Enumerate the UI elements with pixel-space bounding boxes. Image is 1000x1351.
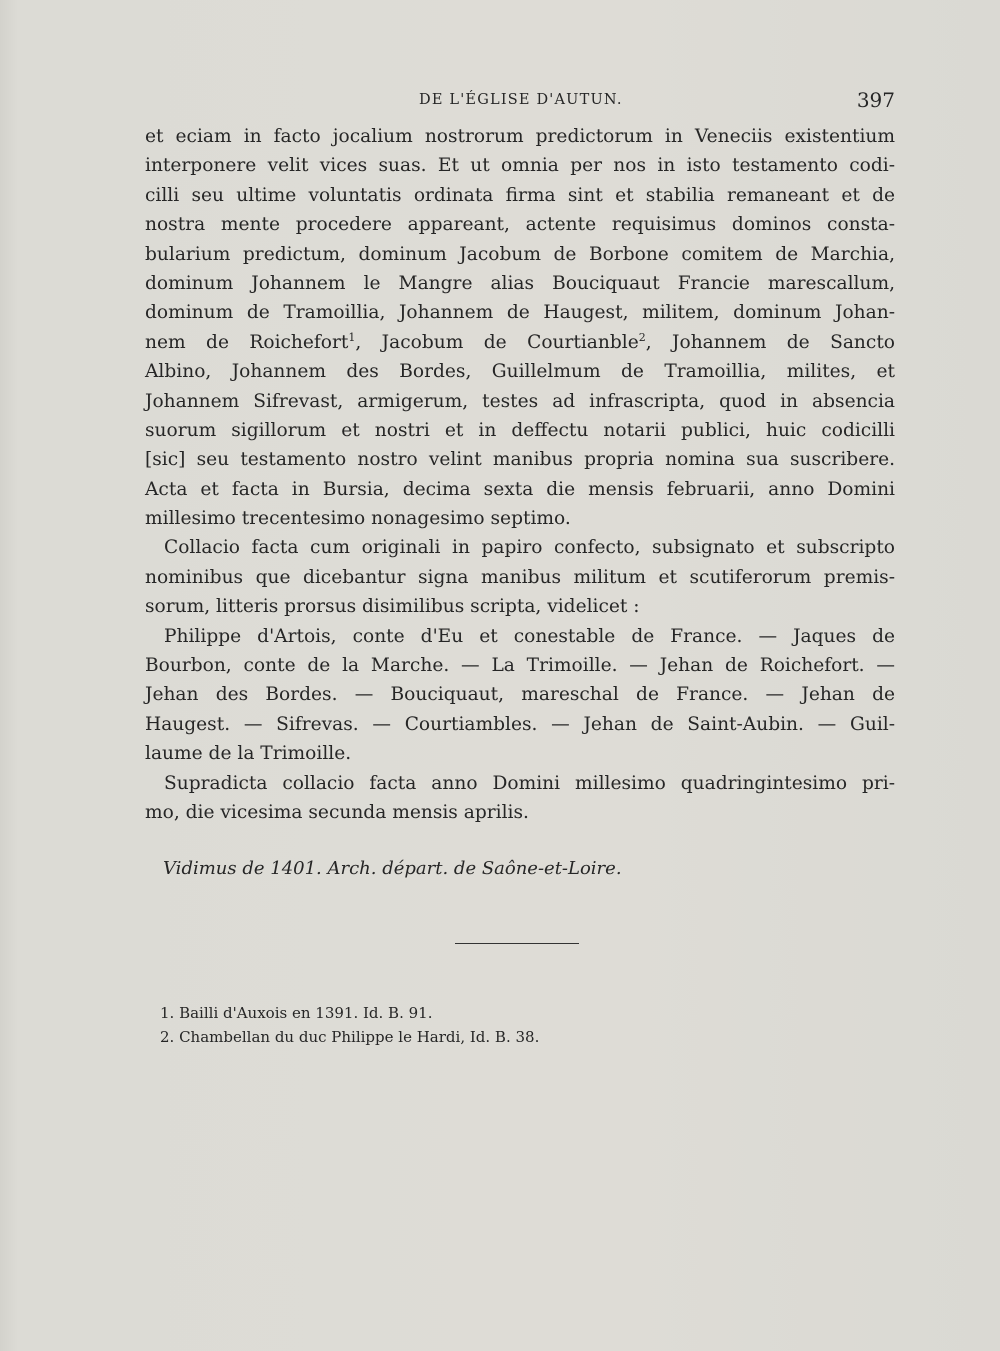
text-line: bularium predictum, dominum Jacobum de Borbone comitem de Marchia, (145, 243, 895, 265)
text-line: dominum de Tramoillia, Johannem de Haugest, militem, dominum Johan- (145, 302, 895, 324)
text-line: [sic] seu testamento nostro velint manibus propria nomina sua suscribere. (145, 449, 895, 471)
text-line: Acta et facta in Bursia, decima sexta die mensis februarii, anno Domini (145, 478, 895, 500)
text-line: Bourbon, conte de la Marche. — La Trimoille. — Jehan de Roichefort. — (145, 655, 895, 677)
body-text (145, 122, 895, 827)
page-number: 397 (856, 88, 895, 112)
source-citation: Vidimus de 1401. Arch. départ. de Saône-et-Loire. (163, 858, 622, 879)
running-title: DE L'ÉGLISE D'AUTUN. (419, 92, 623, 108)
text-line: nostra mente procedere appareant, actente requisimus dominos consta- (145, 214, 895, 236)
text-line: dominum Johannem le Mangre alias Bouciquaut Francie marescallum, (145, 272, 895, 294)
text-line: sorum, litteris prorsus disimilibus scripta, videlicet : (145, 596, 640, 618)
text-line: Philippe d'Artois, conte d'Eu et conestable de France. — Jaques de (164, 625, 895, 647)
text-line: nominibus que dicebantur signa manibus militum et scutiferorum premis- (145, 566, 895, 588)
footnote-marker: 2 (638, 330, 646, 344)
text-line: millesimo trecentesimo nonagesimo septimo. (145, 508, 571, 530)
text-line: Supradicta collacio facta anno Domini millesimo quadringintesimo pri- (164, 772, 895, 794)
footnotes (160, 1001, 539, 1049)
text-line: nem de Roichefort$^1$, Jacobum de Courtianble$^2$, Johannem de Sancto (145, 330, 895, 353)
text-line: cilli seu ultime voluntatis ordinata firma sint et stabilia remaneant et de (145, 184, 895, 206)
text-line: mo, die vicesima secunda mensis aprilis. (145, 801, 529, 823)
text-line: Albino, Johannem des Bordes, Guillelmum de Tramoillia, milites, et (145, 361, 895, 383)
footnote-separator (455, 943, 579, 944)
text-line: Haugest. — Sifrevas. — Courtiambles. — Jehan de Saint-Aubin. — Guil- (145, 713, 895, 735)
text-line: et eciam in facto jocalium nostrorum predictorum in Veneciis existentium (145, 126, 895, 147)
footnote: 2. Chambellan du duc Philippe le Hardi, Id. B. 38. (160, 1028, 540, 1046)
text-line: laume de la Trimoille. (145, 743, 352, 765)
page-header (145, 88, 895, 116)
text-line: Jehan des Bordes. — Bouciquaut, mareschal de France. — Jehan de (145, 684, 895, 706)
text-line: Johannem Sifrevast, armigerum, testes ad infrascripta, quod in absencia (145, 390, 895, 412)
footnote: 1. Bailli d'Auxois en 1391. Id. B. 91. (160, 1004, 433, 1022)
footnote-marker: 1 (348, 330, 356, 344)
text-line: Collacio facta cum originali in papiro confecto, subsignato et subscripto (164, 537, 895, 559)
text-line: suorum sigillorum et nostri et in deffectu notarii publici, huic codicilli (145, 419, 895, 441)
text-line: interponere velit vices suas. Et ut omnia per nos in isto testamento codi- (145, 155, 895, 177)
